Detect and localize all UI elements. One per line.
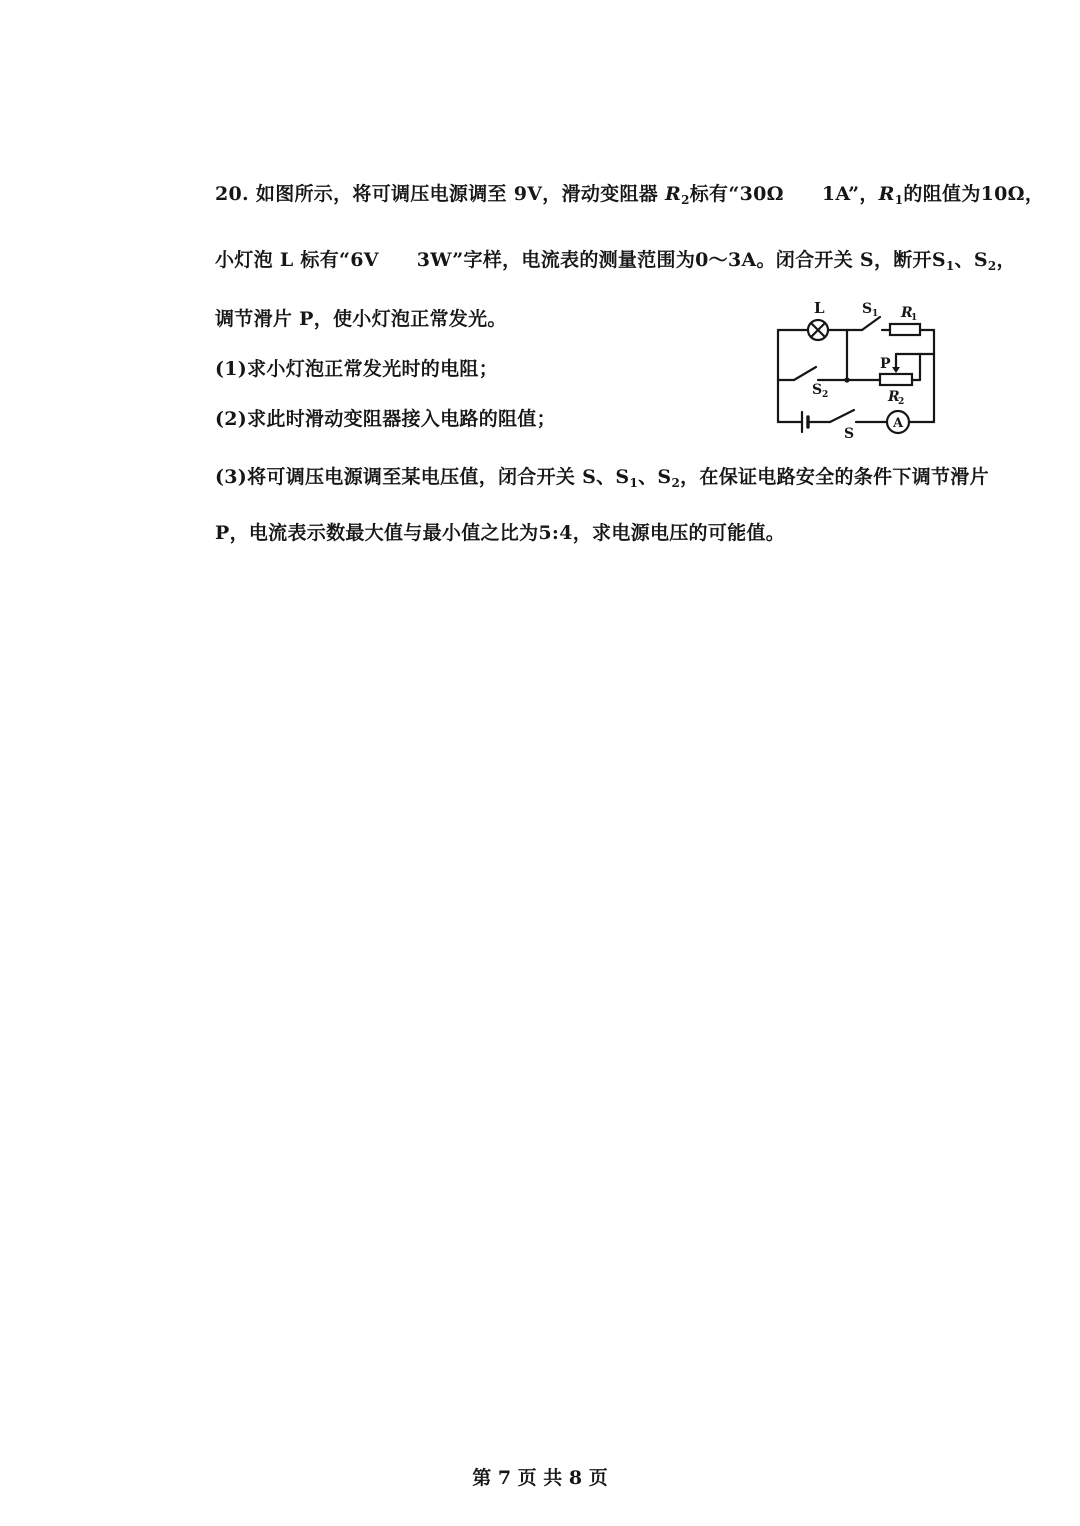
question-text-2a: 小灯泡 L 标有“6V	[215, 249, 379, 271]
label-s1-sub: 1	[872, 309, 879, 319]
label-ammeter: A	[893, 416, 904, 431]
label-r1-sub: 1	[911, 313, 918, 323]
label-s: S	[844, 426, 855, 442]
question-number: 20.	[215, 183, 249, 205]
s1-subscript: 1	[945, 259, 955, 273]
label-p: P	[880, 356, 891, 372]
part3-s1-subscript: 1	[629, 476, 639, 490]
question-part-2: (2)求此时滑动变阻器接入电路的阻值；	[215, 408, 556, 430]
question-line-2	[215, 247, 1016, 273]
label-s1: S	[862, 301, 873, 317]
question-line-3: 调节滑片 P，使小灯泡正常发光。	[215, 308, 507, 330]
label-s2-sub: 2	[822, 390, 829, 400]
label-r2: R	[888, 389, 900, 405]
question-line-1	[215, 181, 1044, 207]
junction-dot	[844, 377, 849, 382]
question-text-3c: ，在保证电路安全的条件下调节滑片	[680, 466, 989, 488]
label-r2-sub: 2	[898, 397, 905, 407]
switch-s-icon	[830, 410, 854, 422]
question-text-3a: (3)将可调压电源调至某电压值，闭合开关 S、S	[215, 466, 630, 488]
r2-symbol: R	[664, 183, 682, 205]
question-text-1a: 如图所示，将可调压电源调至 9V，滑动变阻器	[255, 183, 665, 205]
resistor-r2-icon	[880, 374, 912, 385]
resistor-r1-icon	[890, 324, 920, 335]
question-text-3b: 、S	[638, 466, 672, 488]
label-s2: S	[812, 382, 823, 398]
r1-symbol: R	[878, 183, 895, 205]
question-text-2d: ，	[996, 249, 1016, 271]
slider-arrow-icon	[892, 367, 900, 373]
s2-subscript: 2	[987, 259, 997, 273]
label-r1: R	[901, 305, 913, 321]
question-part-1: (1)求小灯泡正常发光时的电阻；	[215, 358, 499, 380]
page-footer: 第 7 页 共 8 页	[472, 1467, 608, 1489]
switch-s2-icon	[794, 367, 816, 380]
question-text-1c: 1A”，	[821, 183, 879, 205]
r2-subscript: 2	[681, 193, 690, 207]
question-part-3-continued: P，电流表示数最大值与最小值之比为5:4，求电源电压的可能值。	[215, 522, 786, 544]
r1-subscript: 1	[894, 193, 904, 207]
part3-s2-subscript: 2	[671, 476, 681, 490]
circuit-diagram	[770, 292, 950, 442]
question-text-2c: 、S	[954, 249, 988, 271]
question-text-1d: 的阻值为10Ω，	[903, 183, 1045, 205]
question-text-2b: 3W”字样，电流表的测量范围为0～3A。闭合开关 S，断开S	[416, 249, 946, 271]
question-text-1b: 标有“30Ω	[689, 183, 784, 205]
question-part-3	[215, 464, 989, 490]
label-lamp: L	[814, 299, 825, 317]
